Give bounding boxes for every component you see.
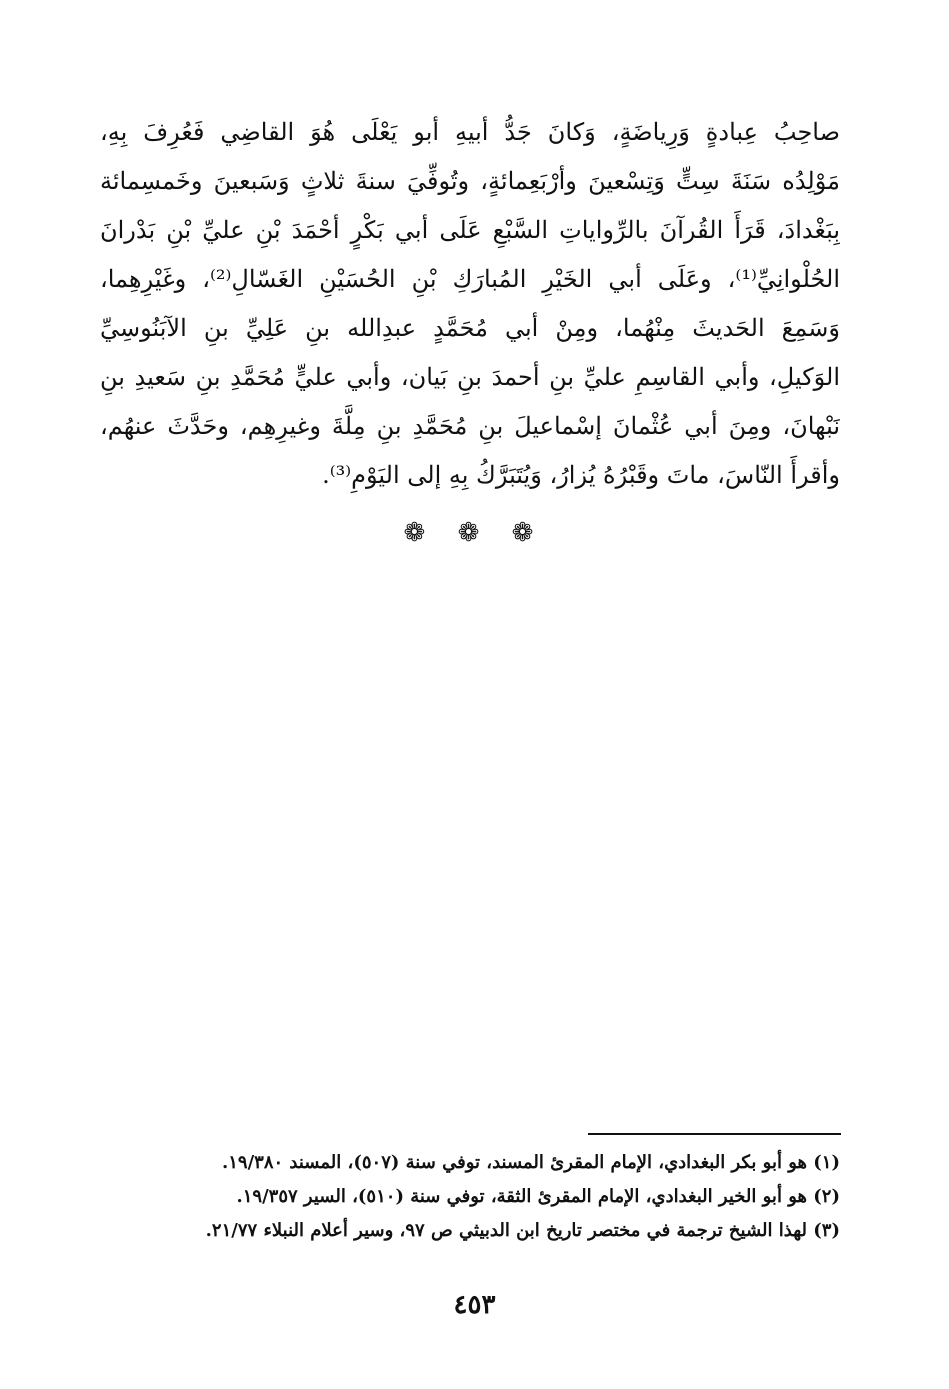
text-line: الحُلْوانِيِّ⁽¹⁾، وعَلَى أبي الخَيْرِ المُبارَكِ بْنِ الحُسَيْنِ الغَسّالِ⁽²⁾، وغَيْرِهِما، (100, 265, 840, 293)
main-text-body (100, 108, 840, 500)
footnote-divider (588, 1133, 841, 1135)
text-line: الوَكيلِ، وأبي القاسِمِ عليِّ بنِ أحمدَ بنِ بَيان، وأبي عليٍّ مُحَمَّدِ بنِ سَعيدِ بنِ (100, 363, 840, 391)
footnote-item: (١) هو أبو بكر البغدادي، الإمام المقرئ المسند، توفي سنة (٥٠٧)، المسند ١٩/٣٨٠. (221, 1152, 840, 1173)
text-line: بِبَغْدادَ، قَرَأَ القُرآنَ بالرِّواياتِ السَّبْعِ عَلَى أبي بَكْرٍ أحْمَدَ بْنِ عليِّ بْنِ بَدْرانَ (100, 216, 840, 244)
footnotes-section (100, 1146, 840, 1248)
text-line: صاحِبُ عِبادةٍ وَرِياضَةٍ، وَكانَ جَدُّ أبيهِ أبو يَعْلَى هُوَ القاضِي فَعُرِفَ بِهِ، (100, 118, 840, 146)
text-line: نَبْهانَ، ومِنَ أبي عُثْمانَ إسْماعيلَ بنِ مُحَمَّدِ بنِ مِلَّةَ وغيرِهِم، وحَدَّثَ عنهُم، (100, 412, 840, 440)
text-line: وَسَمِعَ الحَديثَ مِنْهُما، ومِنْ أبي مُحَمَّدٍ عبدِالله بنِ عَلِيِّ بنِ الآبَنُوسِيِّ (100, 314, 840, 342)
footnote-item: (٢) هو أبو الخير البغدادي، الإمام المقرئ الثقة، توفي سنة (٥١٠)، السير ١٩/٣٥٧. (236, 1186, 840, 1207)
text-line: مَوْلِدُه سَنَةَ سِتٍّ وَتِسْعينَ وأرْبَعِمائةٍ، وتُوفِّيَ سنةَ ثلاثٍ وَسَبعينَ وخَمسِمائة (100, 167, 840, 195)
page-number: ٤٥٣ (453, 1290, 496, 1320)
footnote-item: (٣) لهذا الشيخ ترجمة في مختصر تاريخ ابن الدبيثي ص ٩٧، وسير أعلام النبلاء ٢١/٧٧. (205, 1220, 840, 1241)
text-line: وأقرأَ النّاسَ، ماتَ وقَبْرُهُ يُزارُ، وَيُتَبَرَّكُ بِهِ إلى اليَوْمِ⁽³⁾. (322, 461, 840, 489)
section-end-ornament: ❁ ❁ ❁ (403, 518, 546, 548)
